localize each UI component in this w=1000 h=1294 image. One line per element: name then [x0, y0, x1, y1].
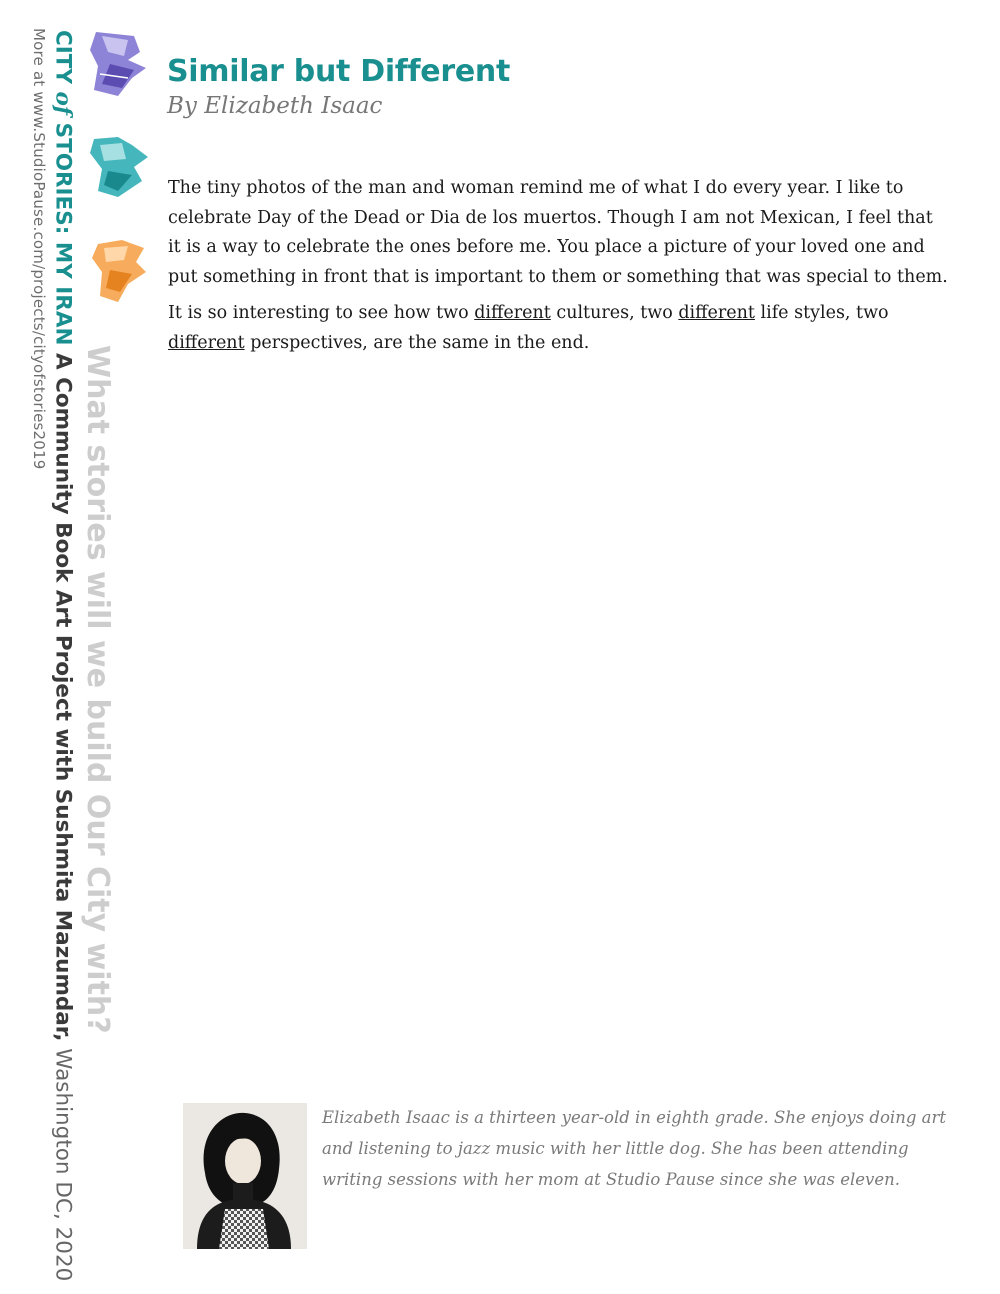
article-title: Similar but Different — [167, 54, 510, 89]
teal-book-art-icon — [88, 135, 150, 203]
orange-book-art-icon — [88, 238, 150, 306]
sidebar-question: What stories will we build Our City with? — [80, 345, 115, 1034]
purple-book-art-icon — [88, 30, 150, 98]
author-photo — [183, 1103, 307, 1249]
author-bio: Elizabeth Isaac is a thirteen year-old in eighth grade. She enjoys doing art and listening to jazz music with her little dog. She has been attending writing sessions with her mom at Studio Pause since she was eleven. — [322, 1108, 946, 1189]
project-banner — [52, 30, 74, 1281]
article-body — [168, 174, 948, 365]
article-byline: By Elizabeth Isaac — [167, 93, 383, 119]
emphasis-word: different — [474, 303, 551, 323]
project-description: A Community Book Art Project with Sushmita Mazumdar, — [50, 345, 76, 1042]
project-location: Washington DC, 2020 — [50, 1041, 76, 1282]
brand-title: CITY of STORIES: MY IRAN — [50, 30, 76, 346]
emphasis-word: different — [168, 332, 245, 353]
paragraph-1: The tiny photos of the man and woman remind me of what I do every year. I like to celebrate Day of the Dead or Dia de los muertos. Though I am not Mexican, I feel that it is a way to celebrate the ones before me. You place a picture of your loved one and put something in front that is important to them or something that was special to them. — [168, 178, 948, 287]
emphasis-word: different — [678, 303, 755, 323]
website-credit: More at www.StudioPause.com/projects/cityofstories2019 — [30, 28, 48, 470]
paragraph-2: It is so interesting to see how two different cultures, two different life styles, two different perspectives, are the same in the end. — [168, 303, 889, 353]
